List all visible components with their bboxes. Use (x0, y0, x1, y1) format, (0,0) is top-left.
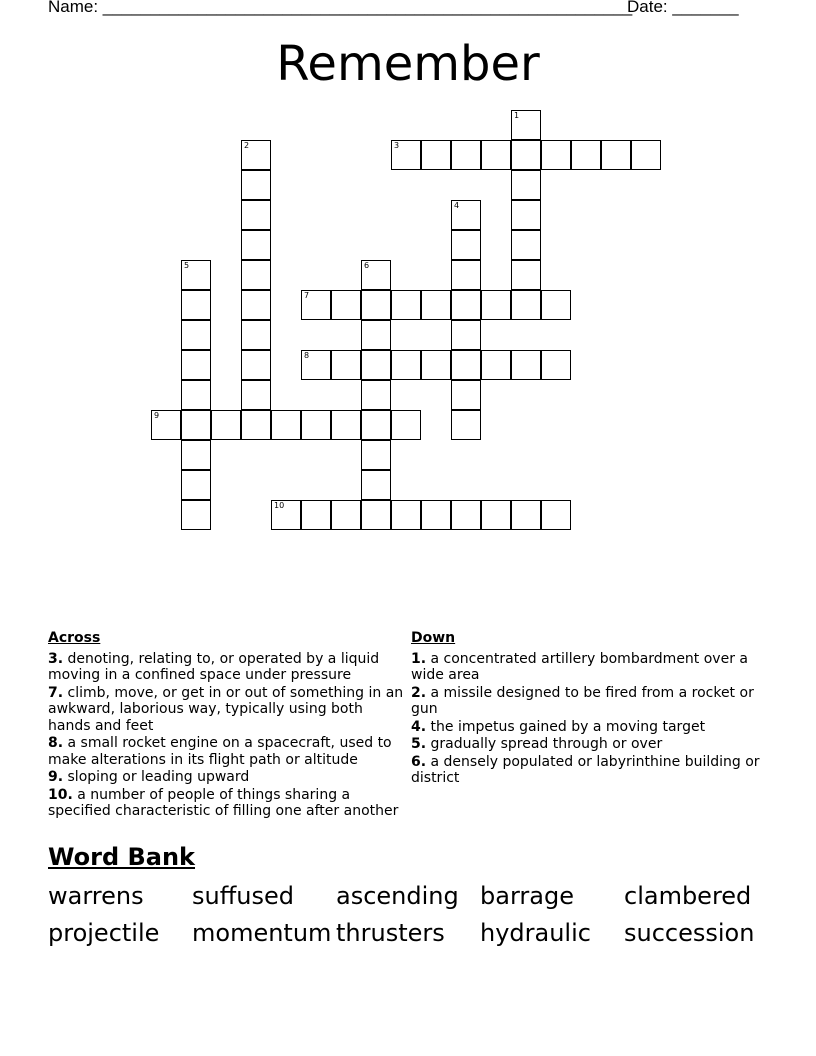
crossword-cell[interactable] (181, 440, 211, 470)
across-clues (48, 630, 408, 821)
clue-number-label: 8 (304, 351, 310, 360)
clue-number: 8. (48, 735, 64, 751)
clue-text: a missile designed to be fired from a rocket or gun (411, 684, 754, 717)
clue-text: climb, move, or get in or out of something in an awkward, laborious way, typically using both hands and feet (48, 684, 404, 734)
clue-across-7 (48, 685, 408, 735)
crossword-cell[interactable] (451, 230, 481, 260)
crossword-cell[interactable] (541, 290, 571, 320)
crossword-cell[interactable] (211, 410, 241, 440)
crossword-cell[interactable] (511, 200, 541, 230)
crossword-cell[interactable] (451, 380, 481, 410)
crossword-cell[interactable] (571, 140, 601, 170)
clue-text: the impetus gained by a moving target (430, 718, 706, 735)
crossword-cell[interactable] (301, 290, 331, 320)
crossword-cell[interactable] (421, 140, 451, 170)
clue-number-label: 1 (514, 111, 520, 120)
crossword-cell[interactable] (241, 290, 271, 320)
clue-text: a densely populated or labyrinthine building or district (411, 753, 760, 786)
crossword-cell[interactable] (361, 350, 391, 380)
crossword-cell[interactable] (361, 500, 391, 530)
word-bank-item: warrens (48, 882, 144, 910)
crossword-cell[interactable] (181, 350, 211, 380)
down-clues (411, 630, 771, 788)
clue-number: 4. (411, 718, 427, 735)
crossword-cell[interactable] (241, 380, 271, 410)
word-bank-item: hydraulic (480, 919, 591, 947)
clue-across-9 (48, 769, 408, 786)
crossword-cell[interactable] (421, 500, 451, 530)
crossword-cell[interactable] (361, 440, 391, 470)
crossword-cell[interactable] (451, 500, 481, 530)
crossword-cell[interactable] (421, 350, 451, 380)
crossword-cell[interactable] (451, 410, 481, 440)
clue-number-label: 2 (244, 141, 250, 150)
crossword-cell[interactable] (511, 110, 541, 140)
crossword-cell[interactable] (511, 230, 541, 260)
crossword-cell[interactable] (181, 410, 211, 440)
clue-number: 2. (411, 684, 427, 701)
crossword-cell[interactable] (361, 320, 391, 350)
crossword-cell[interactable] (511, 260, 541, 290)
clue-number-label: 4 (454, 201, 460, 210)
clue-text: a number of people of things sharing a specified characteristic of filling one after another (48, 786, 399, 819)
crossword-cell[interactable] (181, 380, 211, 410)
crossword-cell[interactable] (391, 350, 421, 380)
crossword-cell[interactable] (361, 410, 391, 440)
crossword-cell[interactable] (481, 500, 511, 530)
word-bank-item: projectile (48, 919, 160, 947)
crossword-cell[interactable] (391, 500, 421, 530)
clue-number: 10. (48, 786, 73, 803)
crossword-cell[interactable] (331, 350, 361, 380)
crossword-cell[interactable] (331, 500, 361, 530)
crossword-cell[interactable] (511, 170, 541, 200)
clue-down-6 (411, 754, 771, 787)
crossword-cell[interactable] (511, 290, 541, 320)
word-bank-item: clambered (624, 882, 752, 910)
down-heading: Down (411, 630, 456, 646)
clue-number-label: 5 (184, 261, 190, 270)
clue-text: a concentrated artillery bombardment over a wide area (411, 650, 748, 683)
clue-number: 3. (48, 650, 64, 667)
clue-across-10 (48, 787, 408, 820)
crossword-cell[interactable] (241, 320, 271, 350)
crossword-cell[interactable] (241, 230, 271, 260)
crossword-cell[interactable] (541, 500, 571, 530)
crossword-cell[interactable] (241, 140, 271, 170)
crossword-cell[interactable] (301, 350, 331, 380)
crossword-cell[interactable] (181, 290, 211, 320)
crossword-cell[interactable] (511, 140, 541, 170)
crossword-cell[interactable] (181, 320, 211, 350)
word-bank-title: Word Bank (48, 843, 196, 871)
crossword-cell[interactable] (391, 410, 421, 440)
crossword-cell[interactable] (331, 410, 361, 440)
crossword-cell[interactable] (631, 140, 661, 170)
crossword-cell[interactable] (151, 410, 181, 440)
clue-number-label: 3 (394, 141, 400, 150)
name-field-label: Name: ________________________________________________________ (48, 0, 633, 16)
clue-number-label: 9 (154, 411, 160, 420)
date-field-label: Date: _______ (627, 0, 739, 16)
clue-text: denoting, relating to, or operated by a liquid moving in a confined space under pressure (48, 650, 380, 683)
crossword-cell[interactable] (481, 290, 511, 320)
crossword-cell[interactable] (511, 350, 541, 380)
clue-number: 7. (48, 684, 64, 701)
crossword-cell[interactable] (271, 500, 301, 530)
clue-number-label: 10 (274, 501, 285, 510)
clue-number: 5. (411, 736, 427, 752)
word-bank-item: suffused (192, 882, 294, 910)
clue-number-label: 7 (304, 291, 310, 300)
crossword-cell[interactable] (541, 350, 571, 380)
crossword-cell[interactable] (301, 500, 331, 530)
crossword-cell[interactable] (181, 500, 211, 530)
word-bank-item: ascending (336, 882, 459, 910)
crossword-cell[interactable] (421, 290, 451, 320)
crossword-cell[interactable] (241, 260, 271, 290)
word-bank-item: barrage (480, 882, 574, 910)
clue-text: gradually spread through or over (430, 736, 663, 752)
crossword-cell[interactable] (361, 380, 391, 410)
crossword-cell[interactable] (331, 290, 361, 320)
crossword-cell[interactable] (451, 290, 481, 320)
clue-text: a small rocket engine on a spacecraft, used to make alterations in its flight path or altitude (48, 735, 392, 768)
clue-down-1 (411, 651, 771, 684)
clue-number-label: 6 (364, 261, 370, 270)
crossword-cell[interactable] (271, 410, 301, 440)
crossword-cell[interactable] (391, 290, 421, 320)
crossword-cell[interactable] (241, 170, 271, 200)
word-bank-item: momentum (192, 919, 332, 947)
crossword-cell[interactable] (481, 140, 511, 170)
across-heading: Across (48, 630, 101, 646)
crossword-cell[interactable] (601, 140, 631, 170)
word-bank-item: thrusters (336, 919, 445, 947)
crossword-cell[interactable] (241, 410, 271, 440)
clue-number: 6. (411, 753, 427, 770)
crossword-cell[interactable] (451, 350, 481, 380)
crossword-cell[interactable] (481, 350, 511, 380)
clue-down-5 (411, 736, 771, 753)
clue-across-3 (48, 651, 408, 684)
clue-number: 9. (48, 769, 64, 785)
crossword-cell[interactable] (361, 290, 391, 320)
crossword-cell[interactable] (361, 260, 391, 290)
crossword-cell[interactable] (451, 140, 481, 170)
crossword-cell[interactable] (241, 350, 271, 380)
word-bank-item: succession (624, 919, 755, 947)
crossword-cell[interactable] (241, 200, 271, 230)
clue-number: 1. (411, 650, 427, 667)
clue-down-4 (411, 719, 771, 736)
crossword-cell[interactable] (541, 140, 571, 170)
crossword-cell[interactable] (451, 320, 481, 350)
clue-across-8 (48, 735, 408, 768)
crossword-cell[interactable] (451, 200, 481, 230)
crossword-cell[interactable] (301, 410, 331, 440)
crossword-cell[interactable] (451, 260, 481, 290)
crossword-cell[interactable] (181, 470, 211, 500)
crossword-cell[interactable] (361, 470, 391, 500)
page-title: Remember (276, 36, 540, 92)
clue-down-2 (411, 685, 771, 718)
crossword-cell[interactable] (181, 260, 211, 290)
crossword-cell[interactable] (511, 500, 541, 530)
crossword-cell[interactable] (391, 140, 421, 170)
clue-text: sloping or leading upward (67, 769, 250, 785)
